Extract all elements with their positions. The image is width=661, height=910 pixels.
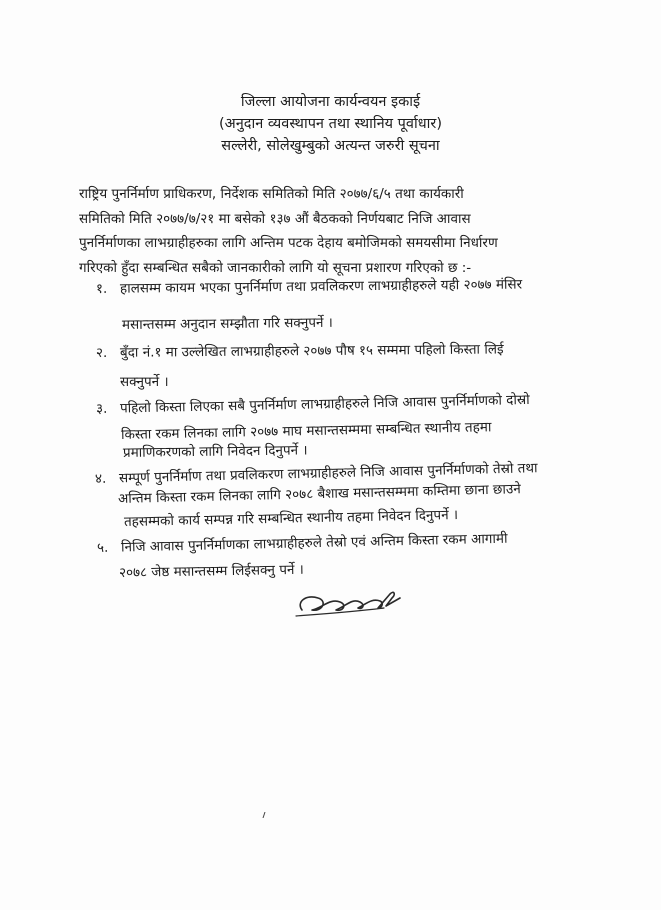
list-item-number: ३. [95,400,108,417]
list-item-number: ५. [96,539,109,556]
intro-paragraph-line: समितिको मिति २०७७/७/२१ मा बसेको १३७ औं बैठकको निर्णयबाट निजि आवास [79,211,471,227]
list-item-text: प्रमाणिकरणको लागि निवेदन दिनुपर्ने । [122,442,308,461]
list-item-text: पहिलो किस्ता लिएका सबै पुनर्निर्माण लाभग्राहीहरुले निजि आवास पुनर्निर्माणको दोस्रो [119,391,530,417]
list-item-text: अन्तिम किस्ता रकम लिनका लागि २०७८ बैशाख मसान्तसम्ममा कम्तिमा छाना छाउने [117,481,521,507]
list-item-text: हालसम्म कायम भएका पुनर्निर्माण तथा प्रवलिकरण लाभग्राहीहरुले यही २०७७ मंसिर [119,276,523,297]
intro-paragraph-line: राष्ट्रिय पुनर्निर्माण प्राधिकरण, निर्देशक समितिको मिति २०७७/६/५ तथा कार्यकारी [79,186,464,202]
list-item-text: तहसम्मको कार्य सम्पन्न गरि सम्बन्धित स्थानीय तहमा निवेदन दिनुपर्ने । [123,507,459,530]
list-item-text: २०७८ जेष्ठ मसान्तसम्म लिईसक्नु पर्ने । [118,561,304,581]
intro-paragraph-line: पुनर्निर्माणका लाभग्राहीहरुका लागि अन्तिम पटक देहाय बमोजिमको समयसीमा निर्धारण [79,235,498,251]
scan-speck [262,812,266,818]
list-item-3 [96,389,530,420]
list-item-text: सम्पूर्ण पुनर्निर्माण तथा प्रवलिकरण लाभग्राहीहरुले निजि आवास पुनर्निर्माणको तेस्रो तथा [118,460,538,487]
list-item-text: बुँदा नं.१ मा उल्लेखित लाभग्राहीहरुले २०७७ पौष १५ सम्ममा पहिलो किस्ता लिई [119,341,504,361]
signature-mark [292,568,412,628]
list-item-text: निजि आवास पुनर्निर्माणका लाभग्राहीहरुले तेस्रो एवं अन्तिम किस्ता रकम आगामी [120,530,508,556]
notice-title: सल्लेरी, सोलेखुम्बुको अत्यन्त जरुरी सूचना [221,138,440,154]
list-item-text: मसान्तसम्म अनुदान सम्झौता गरि सक्नुपर्ने । [121,314,333,333]
list-item-text: किस्ता रकम लिनका लागि २०७७ माघ मसान्तसम्ममा सम्बन्धित स्थानीय तहमा [120,419,492,443]
list-item-1 [96,274,522,300]
list-item-number: १. [95,280,108,297]
list-item-number: २. [95,344,108,361]
office-name-heading: जिल्ला आयोजना कार्यन्वयन इकाई [240,94,421,110]
list-item-2 [96,338,504,364]
list-item-5 [97,528,508,559]
list-item-text: सक्नुपर्ने । [120,374,169,390]
office-subtitle: (अनुदान व्यवस्थापन तथा स्थानिय पूर्वाधार) [219,116,442,132]
list-item-number: ४. [94,470,107,487]
intro-paragraph-line: गरिएको हुँदा सम्बन्धित सबैको जानकारीको लागि यो सूचना प्रशारण गरिएको छ :- [79,260,472,276]
